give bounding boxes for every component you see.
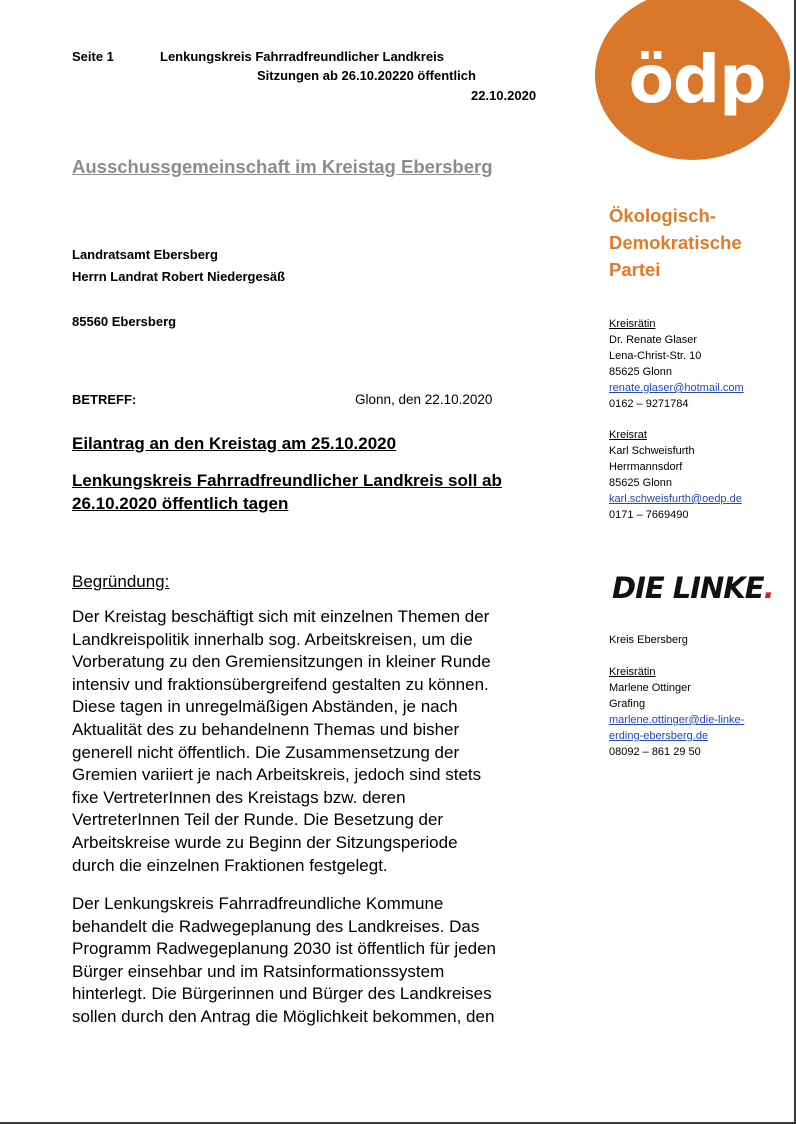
contact-block-glaser: [609, 316, 744, 412]
contact-city: 85625 Glonn: [609, 477, 672, 489]
header-date: 22.10.2020: [471, 88, 537, 103]
motion-subject: [72, 469, 552, 515]
text-line: Landkreispolitik innerhalb sog. Arbeitskreisen, um die: [72, 629, 473, 649]
text-line: Der Kreistag beschäftigt sich mit einzelnen Themen der: [72, 607, 490, 626]
contact-role: Kreisrat: [609, 429, 647, 441]
recipient-city: 85560 Ebersberg: [72, 314, 177, 329]
body-paragraph-2: [72, 893, 552, 1029]
contact-street: Herrmannsdorf: [609, 461, 683, 473]
contact-phone: 0162 – 9271784: [609, 398, 689, 410]
text-line: generell nicht öffentlich. Die Zusammensetzung der: [72, 742, 460, 762]
recipient-name: Herrn Landrat Robert Niedergesäß: [72, 269, 286, 284]
contact-city: 85625 Glonn: [609, 366, 672, 378]
text-line: Der Lenkungskreis Fahrradfreundliche Kommune: [72, 894, 444, 913]
linke-district: Kreis Ebersberg: [609, 634, 688, 646]
page-number: Seite 1: [72, 49, 114, 64]
die-linke-logo-dot: .: [763, 571, 774, 605]
contact-phone: 0171 – 7669490: [609, 509, 689, 521]
text-line: fixe VertreterInnen des Kreistags bzw. deren: [72, 787, 406, 807]
text-line: Vorberatung zu den Gremiensitzungen in kleiner Runde: [72, 652, 491, 672]
text-line: durch die einzelnen Fraktionen festgelegt.: [72, 855, 388, 875]
contact-phone: 08092 – 861 29 50: [609, 746, 701, 758]
contact-email-link[interactable]: renate.glaser@hotmail.com: [609, 382, 744, 394]
party-name: [609, 202, 742, 283]
contact-place: Grafing: [609, 698, 646, 710]
contact-street: Lena-Christ-Str. 10: [609, 350, 702, 362]
party-name-line: Ökologisch-: [609, 205, 716, 226]
contact-role: Kreisrätin: [609, 666, 656, 678]
place-date: Glonn, den 22.10.2020: [355, 392, 493, 407]
contact-email-link[interactable]: erding-ebersberg.de: [609, 730, 709, 742]
contact-name: Dr. Renate Glaser: [609, 334, 698, 346]
motion-subject-line: Lenkungskreis Fahrradfreundlicher Landkreis soll ab: [72, 471, 502, 490]
party-name-line: Partei: [609, 259, 661, 280]
text-line: intensiv und fraktionsübergreifend gestalten zu können.: [72, 674, 489, 694]
die-linke-logo-word: DIE LINKE: [612, 571, 764, 605]
header-subject: Lenkungskreis Fahrradfreundlicher Landkreis: [160, 49, 444, 64]
text-line: Programm Radwegeplanung 2030 ist öffentlich für jeden: [72, 939, 497, 959]
party-name-line: Demokratische: [609, 232, 742, 253]
text-line: Gremien variiert je nach Arbeitskreis, jedoch sind stets: [72, 765, 482, 785]
justification-heading: Begründung:: [72, 572, 170, 591]
organization-title: Ausschussgemeinschaft im Kreistag Ebersberg: [72, 156, 493, 177]
subject-label: BETREFF:: [72, 392, 137, 407]
recipient-office: Landratsamt Ebersberg: [72, 247, 218, 262]
text-line: sollen durch den Antrag die Möglichkeit bekommen, den: [72, 1006, 495, 1026]
text-line: Aktualität des zu behandelnenn Themas und bisher: [72, 719, 460, 739]
text-line: Bürger einsehbar und im Ratsinformationssystem: [72, 961, 445, 981]
text-line: Arbeitskreise wurde zu Beginn der Sitzungsperiode: [72, 832, 458, 852]
body-paragraph-1: [72, 606, 552, 877]
contact-block-ottinger: [609, 664, 744, 760]
header-meeting-note: Sitzungen ab 26.10.20220 öffentlich: [257, 68, 476, 83]
contact-block-schweisfurth: [609, 427, 742, 523]
contact-email-link[interactable]: marlene.ottinger@die-linke-: [609, 714, 745, 726]
die-linke-logo-text: [612, 571, 774, 605]
motion-subject-line: 26.10.2020 öffentlich tagen: [72, 494, 289, 513]
text-line: behandelt die Radwegeplanung des Landkreises. Das: [72, 916, 480, 936]
text-line: hinterlegt. Die Bürgerinnen und Bürger des Landkreises: [72, 984, 492, 1004]
motion-title: Eilantrag an den Kreistag am 25.10.2020: [72, 434, 397, 453]
contact-name: Marlene Ottinger: [609, 682, 691, 694]
text-line: Diese tagen in unregelmäßigen Abständen, je nach: [72, 697, 458, 717]
text-line: VertreterInnen Teil der Runde. Die Besetzung der: [72, 810, 444, 830]
contact-role: Kreisrätin: [609, 318, 656, 330]
oedp-logo-text: ödp: [628, 41, 766, 118]
contact-email-link[interactable]: karl.schweisfurth@oedp.de: [609, 493, 742, 505]
contact-name: Karl Schweisfurth: [609, 445, 695, 457]
